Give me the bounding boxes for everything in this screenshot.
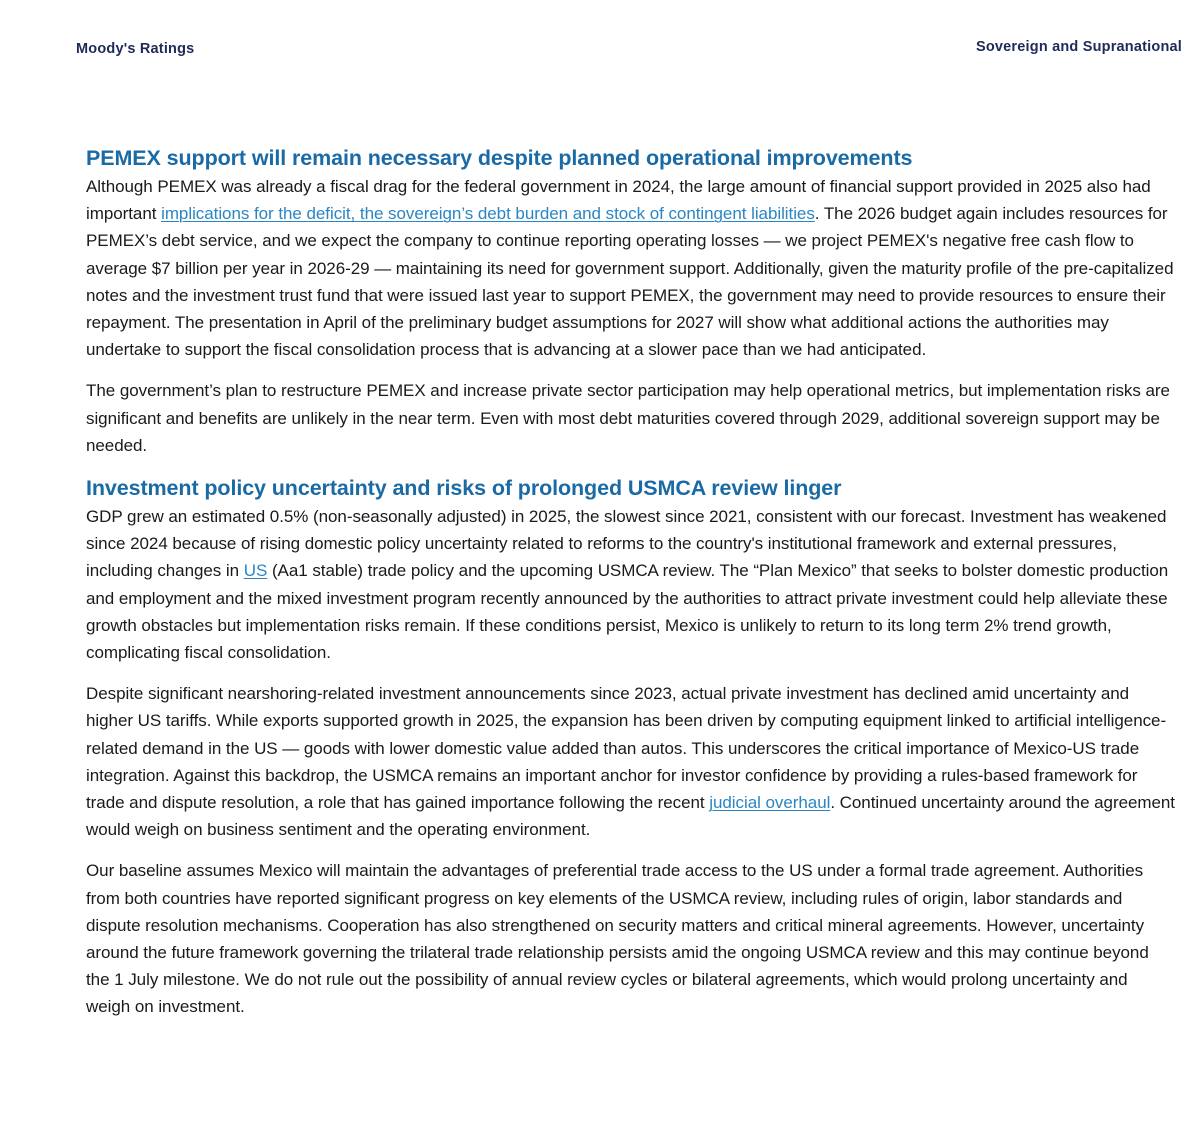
report-category: Sovereign and Supranational — [975, 39, 1182, 55]
text-run: GDP grew an estimated 0.5% (non-seasonally adjusted) in 2025, the slowest since 2021, consistent with our forecast. Investment has weakened since 2024 because of rising domestic policy uncertainty related to reforms to the country's institutional framework and external pressures, including changes in — [86, 507, 1167, 581]
text-run: Despite significant nearshoring-related investment announcements since 2023, actual private investment has declined amid uncertainty and higher US tariffs. While exports supported growth in 2025, the expansion has been driven by computing equipment linked to artificial intelligence-related demand in the US — goods with lower domestic value added than autos. This underscores the critical importance of Mexico-US trade integration. Against this backdrop, the USMCA remains an important anchor for investor confidence by providing a rules-based framework for trade and dispute resolution, a role that has gained importance following the recent — [86, 684, 1167, 813]
paragraph-baseline: Our baseline assumes Mexico will maintain the advantages of preferential trade access to the US under a formal trade agreement. Authorities from both countries have reported significant progress on key elements of the USMCA review, including rules of origin, labor standards and dispute resolution mechanisms. Cooperation has also strengthened on security matters and critical mineral agreements. However, uncertainty around the future framework governing the trilateral trade relationship persists amid the ongoing USMCA review and this may continue beyond the 1 July milestone. We do not rule out the possibility of annual review cycles or bilateral agreements, which would prolong uncertainty and weigh on investment. — [86, 861, 1149, 1017]
publisher-name: Moody's Ratings — [76, 41, 195, 57]
section-heading-pemex: PEMEX support will remain necessary despite planned operational improvements — [86, 146, 913, 170]
link-judicial-overhaul[interactable]: judicial overhaul — [709, 793, 831, 813]
paragraph-pemex-restructure: The government’s plan to restructure PEMEX and increase private sector participation may help operational metrics, but implementation risks are significant and benefits are unlikely in the near term. Even with most debt maturities covered through 2029, additional sovereign support may be needed. — [86, 381, 1170, 455]
text-run: (Aa1 stable) trade policy and the upcoming USMCA review. The “Plan Mexico” that seeks to bolster domestic production and employment and the mixed investment program recently announced by the authorities to attract private investment could help alleviate these growth obstacles but implementation risks remain. If these conditions persist, Mexico is unlikely to return to its long term 2% trend growth, complicating fiscal consolidation. — [86, 561, 1169, 663]
paragraph-nearshoring — [86, 680, 1176, 843]
section-heading-usmca: Investment policy uncertainty and risks of prolonged USMCA review linger — [86, 476, 842, 501]
text-run: Although PEMEX was already a fiscal drag for the federal government in 2024, the large amount of financial support provided in 2025 also had important — [86, 177, 1151, 224]
section-investment-uncertainty — [86, 473, 1176, 1021]
document-body — [86, 143, 1176, 1021]
text-run: . The 2026 budget again includes resources for PEMEX’s debt service, and we expect the company to continue reporting operating losses — we project PEMEX's negative free cash flow to average $7 billion per year in 2026-29 — maintaining its need for government support. Additionally, given the maturity profile of the pre-capitalized notes and the investment trust fund that were issued last year to support PEMEX, the government may need to provide resources to ensure their repayment. The presentation in April of the preliminary budget assumptions for 2027 will show what additional actions the authorities may undertake to support the fiscal consolidation process that is advancing at a slower pace than we had anticipated. — [86, 204, 1174, 360]
paragraph-pemex-fiscal-drag — [86, 173, 1176, 363]
section-pemex-support — [86, 143, 1176, 459]
link-us[interactable]: US — [243, 561, 268, 581]
running-header — [0, 38, 1200, 62]
link-deficit-implications[interactable]: implications for the deficit, the sovereign’s debt burden and stock of contingent liabilities — [161, 204, 815, 224]
text-run: . Continued uncertainty around the agreement would weigh on business sentiment and the operating environment. — [86, 793, 1175, 840]
paragraph-gdp-growth — [86, 503, 1176, 666]
